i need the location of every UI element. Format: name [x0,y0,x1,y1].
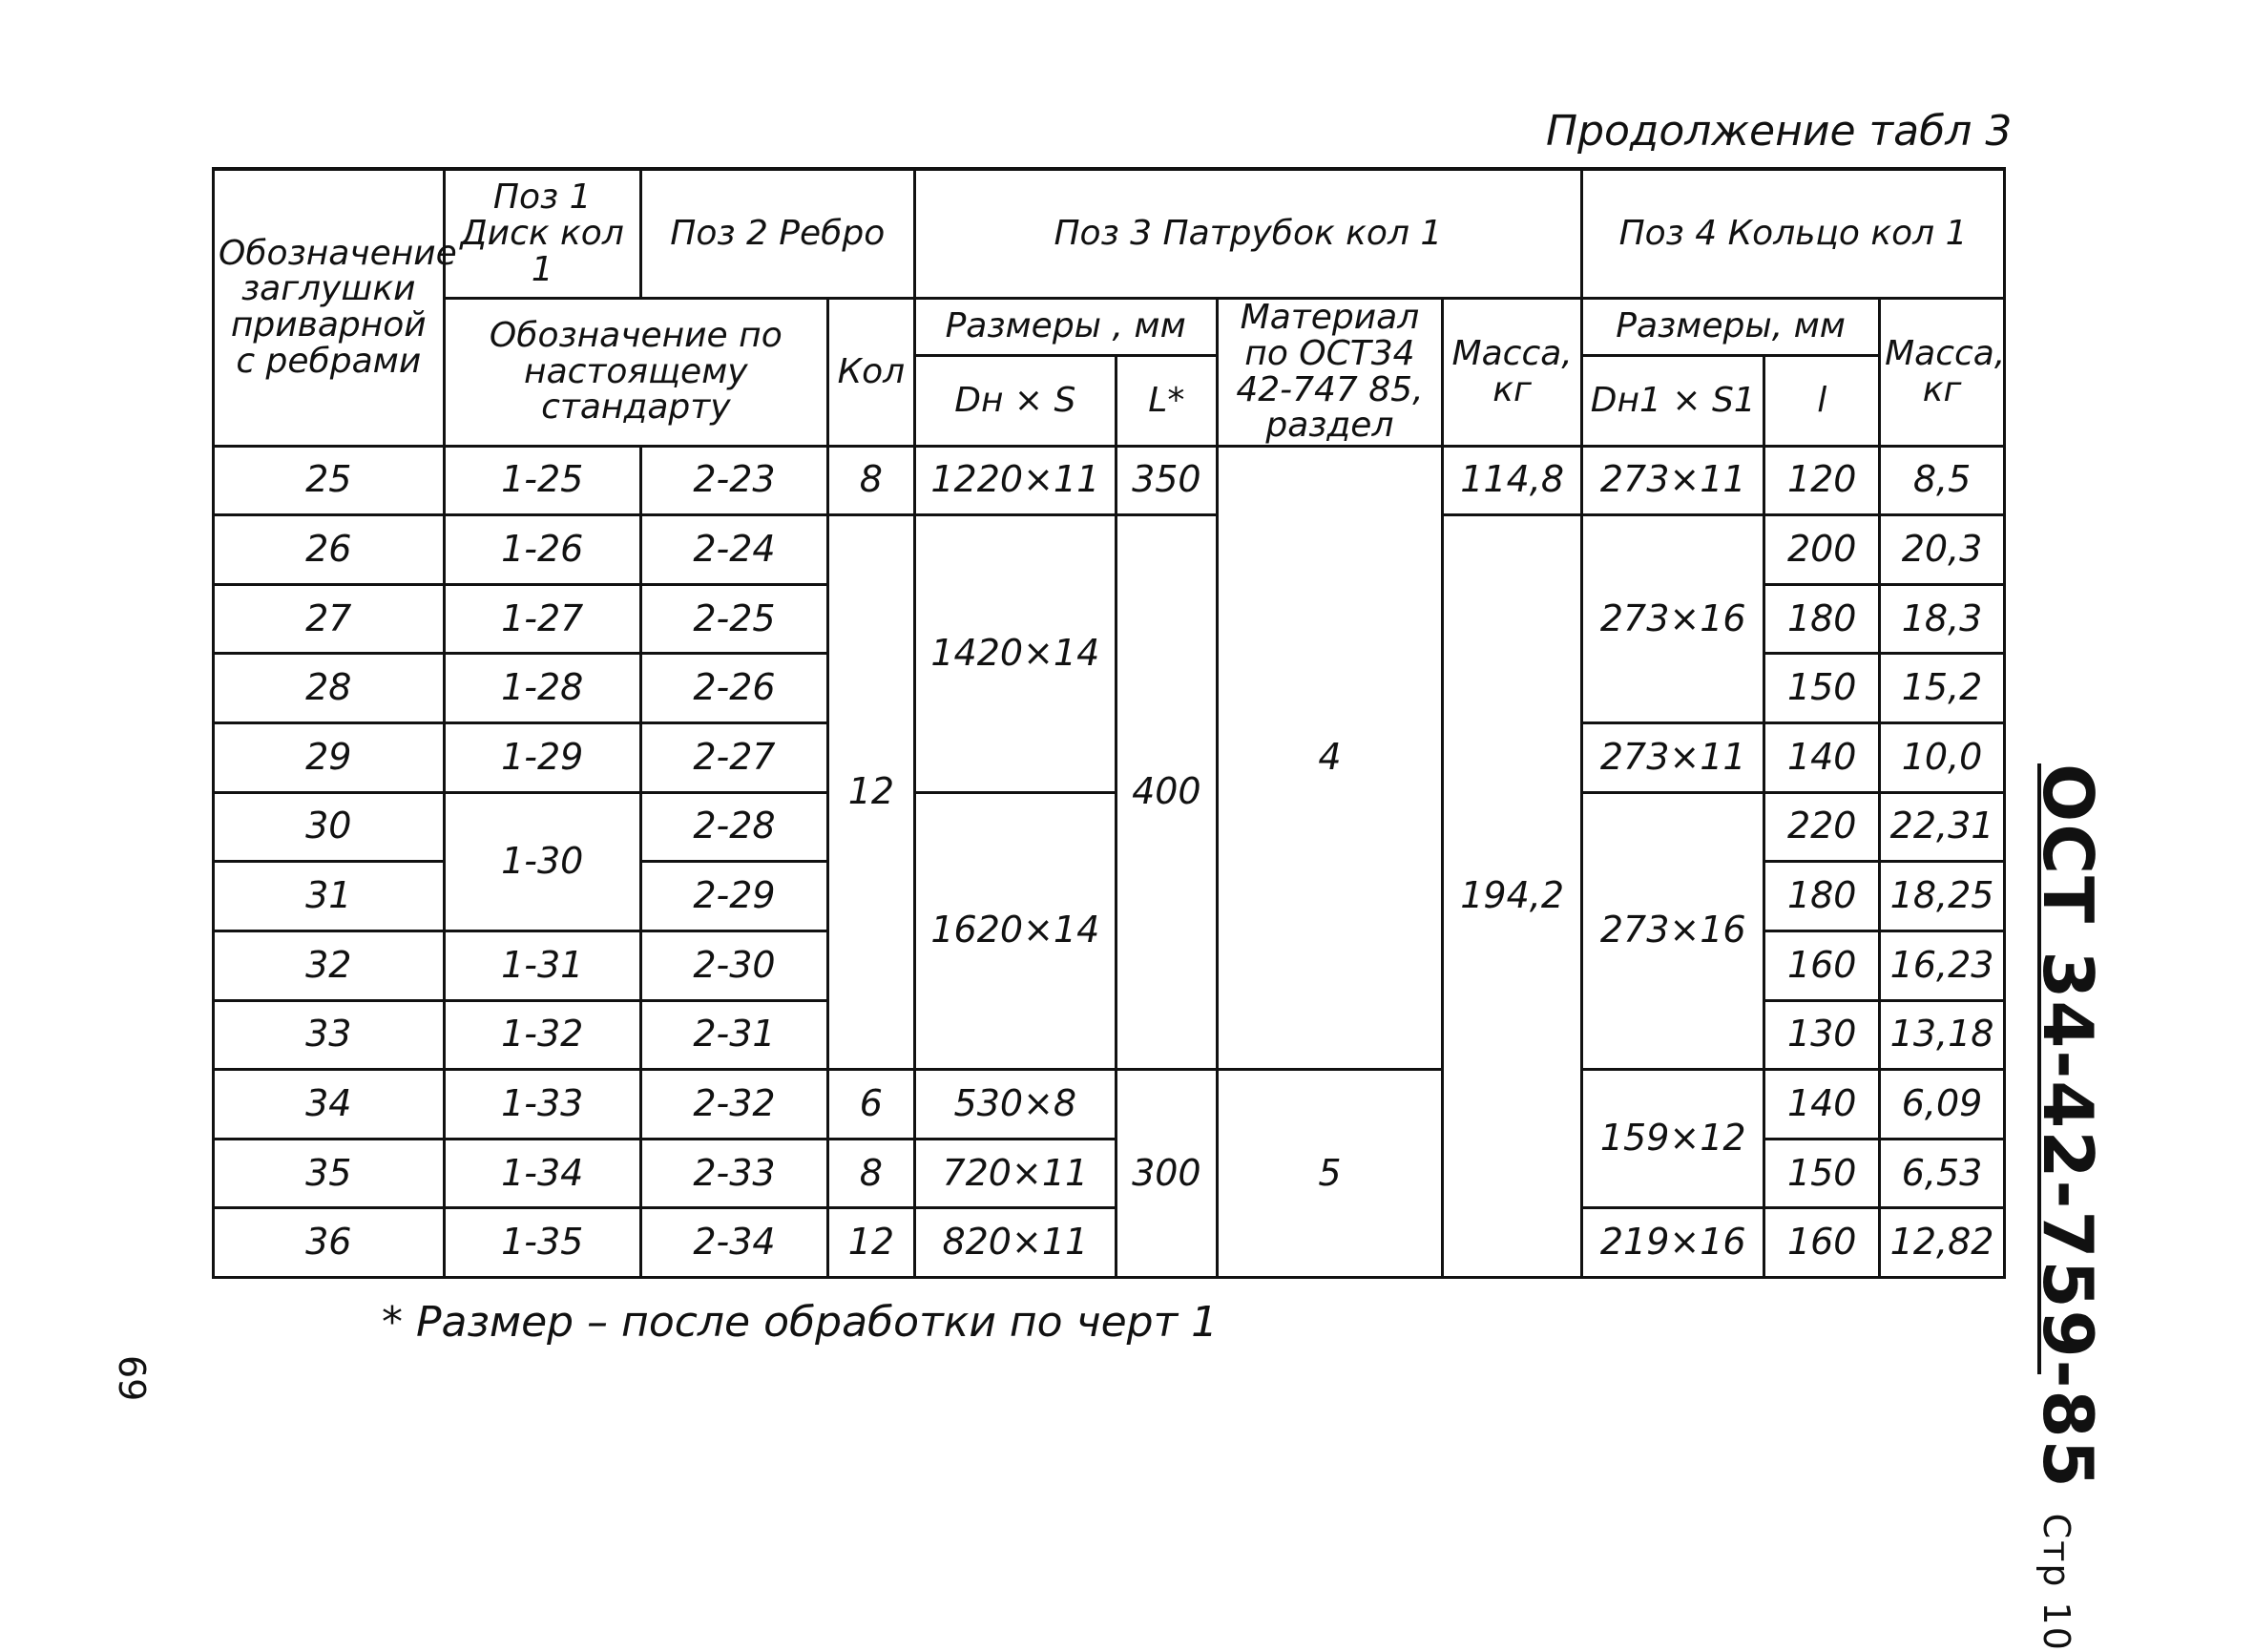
table-cell: 2-31 [640,1000,827,1070]
header-l-star: L* [1117,355,1218,446]
table-cell: 150 [1764,1139,1880,1208]
header-dn-s: Dн × S [914,355,1116,446]
header-massa-4: Масса, кг [1880,298,2005,446]
table-cell: 34 [214,1070,445,1140]
table-cell: 350 [1117,446,1218,515]
specification-table [212,167,2006,1279]
table-cell: 8 [828,446,915,515]
table-cell: 20,3 [1880,515,2005,585]
table-caption: Продолжение табл 3 [1546,107,2013,156]
table-cell-dns: 1620×14 [914,792,1116,1070]
table-cell: 2-34 [640,1208,827,1278]
header-poz1: Поз 1 Диск кол 1 [444,169,640,298]
table-cell: 16,23 [1880,931,2005,1000]
table-cell: 26 [214,515,445,585]
table-cell: 120 [1764,446,1880,515]
table-cell: 29 [214,723,445,793]
footnote: * Размер – после обработки по черт 1 [382,1298,1219,1347]
table-cell: 13,18 [1880,1000,2005,1070]
header-poz4: Поз 4 Кольцо кол 1 [1582,169,2005,298]
table-cell: 1-35 [444,1208,640,1278]
table-cell: 219×16 [1582,1208,1764,1278]
table-cell: 27 [214,584,445,654]
table-cell: 160 [1764,1208,1880,1278]
header-l-small: l [1764,355,1880,446]
table-cell: 22,31 [1880,792,2005,862]
table-cell: 18,3 [1880,584,2005,654]
table-cell: 130 [1764,1000,1880,1070]
header-razmery: Размеры , мм [914,298,1217,355]
table-cell: 12,82 [1880,1208,2005,1278]
stamp-page: Стр 10 [2035,1513,2077,1652]
table-cell: 1220×11 [914,446,1116,515]
table-cell: 1-32 [444,1000,640,1070]
table-cell: 1-27 [444,584,640,654]
table-cell: 8 [828,1139,915,1208]
table-cell: 6 [828,1070,915,1140]
table-cell: 8,5 [1880,446,2005,515]
table-cell: 15,2 [1880,654,2005,723]
header-poz3: Поз 3 Патрубок кол 1 [914,169,1581,298]
table-cell-L: 400 [1117,515,1218,1070]
table-cell: 140 [1764,1070,1880,1140]
table-cell: 820×11 [914,1208,1116,1278]
table-cell-dns: 1420×14 [914,515,1116,793]
table-cell: 12 [828,1208,915,1278]
table-cell-L: 300 [1117,1070,1218,1278]
table-cell: 1-26 [444,515,640,585]
table-cell: 33 [214,1000,445,1070]
table-cell: 2-26 [640,654,827,723]
header-poz2: Поз 2 Ребро [640,169,914,298]
table-cell: 2-27 [640,723,827,793]
table-cell: 200 [1764,515,1880,585]
table-cell: 25 [214,446,445,515]
table-cell: 1-31 [444,931,640,1000]
table-cell: 2-25 [640,584,827,654]
header-razmery-4: Размеры, мм [1582,298,1880,355]
table-cell-material: 5 [1217,1070,1443,1278]
table-cell: 2-23 [640,446,827,515]
table-cell: 2-28 [640,792,827,862]
table-cell: 1-34 [444,1139,640,1208]
table-cell-mass: 194,2 [1443,515,1582,1278]
table-cell: 2-29 [640,862,827,931]
header-material: Материал по ОСТ34 42-747 85, раздел [1217,298,1443,446]
table-cell: 28 [214,654,445,723]
table-cell: 180 [1764,862,1880,931]
table-cell: 1-29 [444,723,640,793]
table-cell: 2-33 [640,1139,827,1208]
table-cell: 273×11 [1582,723,1764,793]
table-cell: 2-32 [640,1070,827,1140]
header-massa: Масса, кг [1443,298,1582,446]
header-designation: Обозначение заглушки приварной с ребрами [214,169,445,446]
header-kol: Кол [828,298,915,446]
table-cell: 2-24 [640,515,827,585]
table-cell-p1: 1-30 [444,792,640,931]
table-cell-kol: 12 [828,515,915,1070]
table-cell: 1-33 [444,1070,640,1140]
table-cell-dn1: 159×12 [1582,1070,1764,1208]
table-cell-material: 4 [1217,446,1443,1070]
table-cell: 31 [214,862,445,931]
table-cell: 114,8 [1443,446,1582,515]
table-cell: 220 [1764,792,1880,862]
table-cell: 6,09 [1880,1070,2005,1140]
table-cell: 530×8 [914,1070,1116,1140]
table-cell: 1-25 [444,446,640,515]
table-cell: 1-28 [444,654,640,723]
table-cell: 10,0 [1880,723,2005,793]
document-stamp [2028,763,2108,1652]
table-cell: 2-30 [640,931,827,1000]
table-cell-dn1: 273×16 [1582,515,1764,723]
table-cell: 30 [214,792,445,862]
table-cell: 18,25 [1880,862,2005,931]
table-cell: 32 [214,931,445,1000]
header-oboz-std: Обозначение по настоящему стандарту [444,298,828,446]
stamp-code: ОСТ 34-42-759-85 [2028,763,2108,1490]
table-cell: 36 [214,1208,445,1278]
table-cell: 720×11 [914,1139,1116,1208]
table-cell: 150 [1764,654,1880,723]
table-cell: 6,53 [1880,1139,2005,1208]
table-cell: 273×11 [1582,446,1764,515]
table-cell: 180 [1764,584,1880,654]
page-number: 69 [111,1355,153,1402]
table-cell: 160 [1764,931,1880,1000]
table-cell: 35 [214,1139,445,1208]
table-cell: 140 [1764,723,1880,793]
header-dn1-s1: Dн1 × S1 [1582,355,1764,446]
table-cell-dn1: 273×16 [1582,792,1764,1070]
